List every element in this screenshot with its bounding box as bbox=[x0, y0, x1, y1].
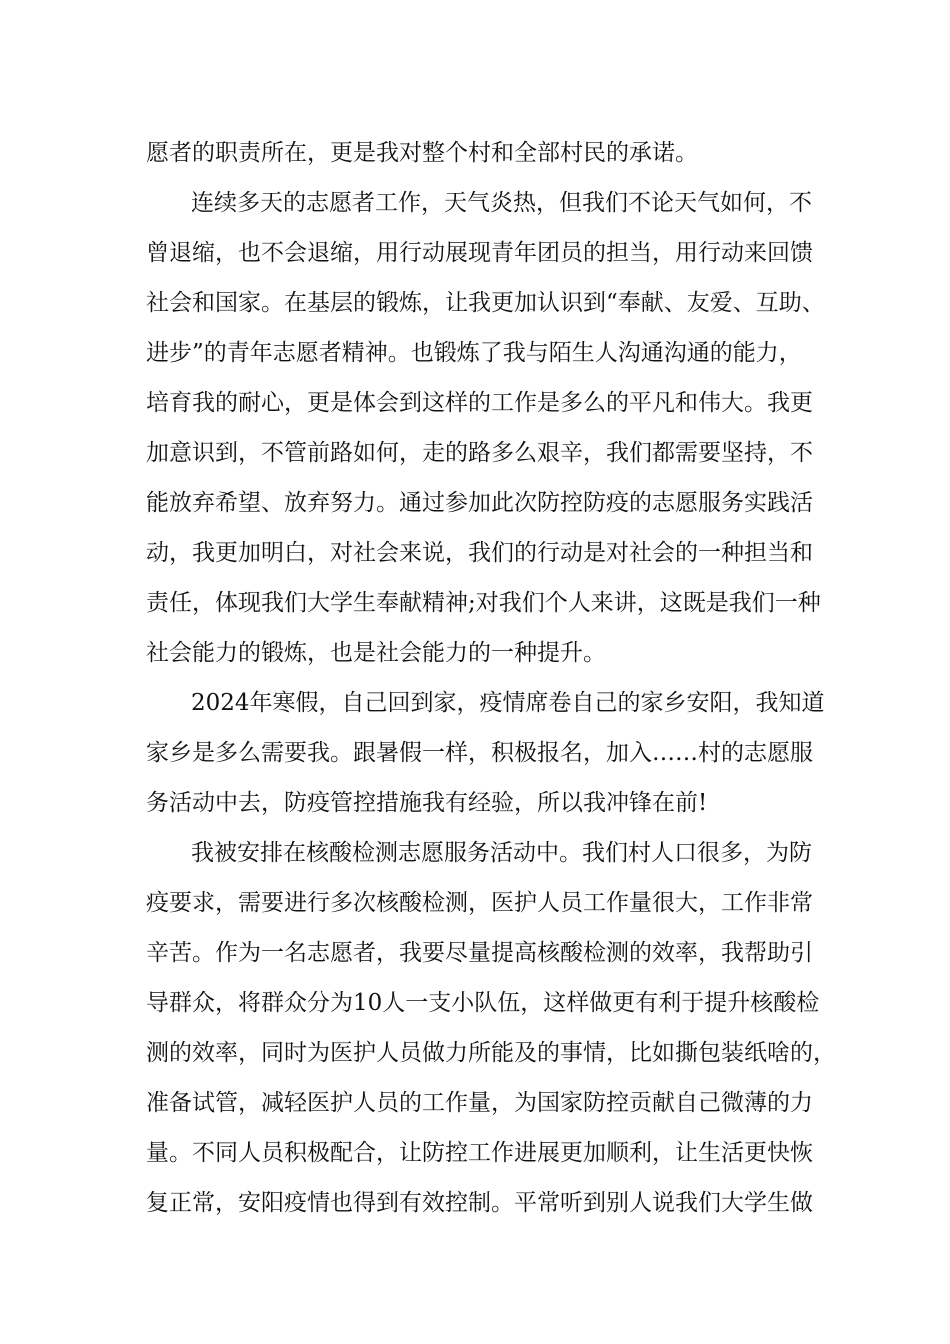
paragraph-start-line: 2024年寒假，自己回到家，疫情席卷自己的家乡安阳，我知道 bbox=[191, 690, 825, 716]
text-line: 责任，体现我们大学生奉献精神;对我们个人来讲，这既是我们一种 bbox=[146, 590, 821, 616]
text-line: 社会和国家。在基层的锻炼，让我更加认识到“奉献、友爱、互助、 bbox=[146, 290, 825, 316]
text-line: 能放弃希望、放弃努力。通过参加此次防控防疫的志愿服务实践活 bbox=[146, 490, 813, 516]
text-line: 导群众，将群众分为10人一支小队伍，这样做更有利于提升核酸检 bbox=[146, 990, 820, 1016]
text-line: 愿者的职责所在，更是我对整个村和全部村民的承诺。 bbox=[146, 140, 698, 166]
text-line: 进步”的青年志愿者精神。也锻炼了我与陌生人沟通沟通的能力， bbox=[146, 340, 802, 366]
text-line: 复正常，安阳疫情也得到有效控制。平常听到别人说我们大学生做 bbox=[146, 1190, 813, 1216]
text-line: 疫要求，需要进行多次核酸检测，医护人员工作量很大，工作非常 bbox=[146, 890, 813, 916]
text-line: 培育我的耐心，更是体会到这样的工作是多么的平凡和伟大。我更 bbox=[146, 390, 813, 416]
text-line: 测的效率，同时为医护人员做力所能及的事情，比如撕包装纸啥的， bbox=[146, 1040, 836, 1066]
text-line: 辛苦。作为一名志愿者，我要尽量提高核酸检测的效率，我帮助引 bbox=[146, 940, 813, 966]
text-line: 加意识到，不管前路如何，走的路多么艰辛，我们都需要坚持，不 bbox=[146, 440, 813, 466]
text-line: 曾退缩，也不会退缩，用行动展现青年团员的担当，用行动来回馈 bbox=[146, 240, 813, 266]
text-line: 家乡是多么需要我。跟暑假一样，积极报名，加入……村的志愿服 bbox=[146, 740, 813, 766]
text-line: 量。不同人员积极配合，让防控工作进展更加顺利，让生活更快恢 bbox=[146, 1140, 813, 1166]
text-line: 动，我更加明白，对社会来说，我们的行动是对社会的一种担当和 bbox=[146, 540, 813, 566]
text-line: 社会能力的锻炼，也是社会能力的一种提升。 bbox=[146, 640, 606, 666]
text-line: 准备试管，减轻医护人员的工作量，为国家防控贡献自己微薄的力 bbox=[146, 1090, 813, 1116]
paragraph-start-line: 我被安排在核酸检测志愿服务活动中。我们村人口很多，为防 bbox=[191, 840, 812, 866]
text-line: 务活动中去，防疫管控措施我有经验，所以我冲锋在前! bbox=[146, 790, 708, 816]
paragraph-start-line: 连续多天的志愿者工作，天气炎热，但我们不论天气如何，不 bbox=[191, 190, 812, 216]
